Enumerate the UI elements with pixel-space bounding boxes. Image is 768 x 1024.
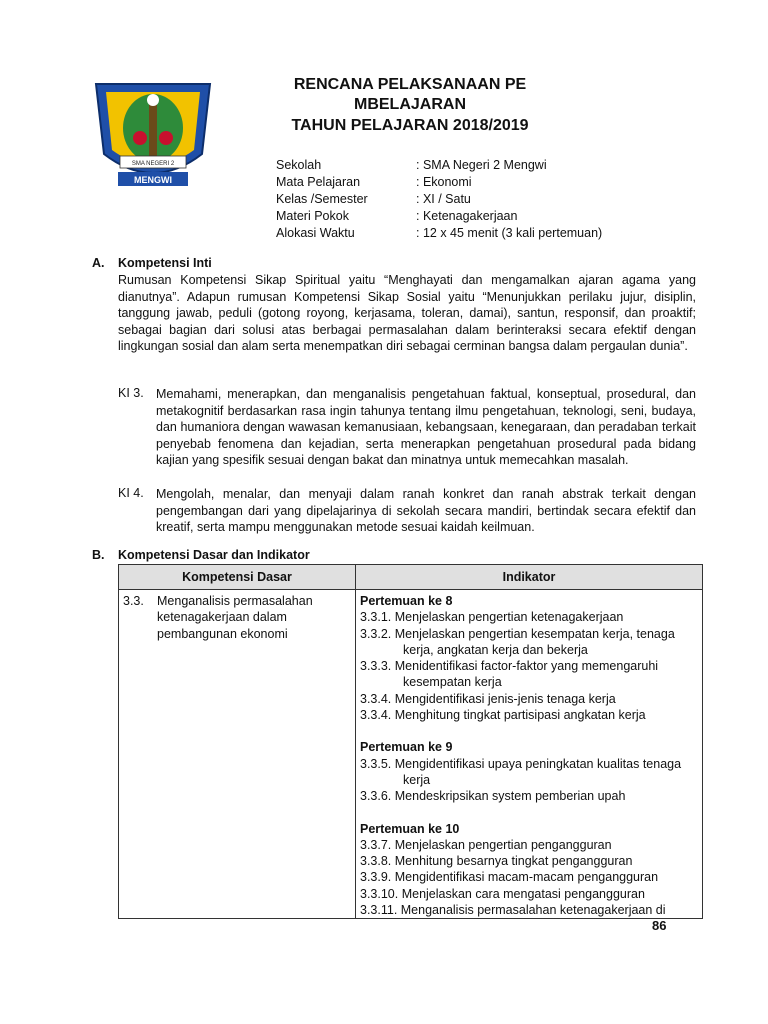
meeting-10-heading: Pertemuan ke 10 [360,821,460,836]
indicator-item: kesempatan kerja [403,675,502,690]
info-row-time [276,225,696,242]
info-value: : XI / Satu [416,192,471,206]
info-row-class [276,191,696,208]
column-header-kd: Kompetensi Dasar [119,565,356,590]
info-value: : SMA Negeri 2 Mengwi [416,158,547,172]
info-label: Sekolah [276,158,322,172]
ki3-number: KI 3. [118,386,144,400]
svg-text:MENGWI: MENGWI [134,175,172,185]
indicator-item: kerja [403,772,431,787]
identity-block [276,157,696,242]
indicator-item: 3.3.5. Mengidentifikasi upaya peningkatan kualitas tenaga [360,756,682,771]
info-row-subject [276,174,696,191]
core-competence-intro: Rumusan Kompetensi Sikap Spiritual yaitu “Menghayati dan mengamalkan ajaran agama yang dianutnya”. Adapun rumusan Kompetensi Sikap Sosial yaitu “Menunjukkan perilaku jujur, disiplin, tanggung jawab, peduli (gotong royong, kerjasama, toleran, damai), santun, responsif, dan proaktif; sebagai bagian dari solusi atas berbagai permasalahan dalam berinteraksi secara efektif dengan lingkungan sosial dan alam serta menempatkan diri sebagai cerminan bangsa dalam pergaulan dunia”. [118,273,696,353]
indicator-item: 3.3.1. Menjelaskan pengertian ketenagakerjaan [360,610,624,625]
title-line-1: RENCANA PELAKSANAAN PE [293,76,527,93]
section-b-title: Kompetensi Dasar dan Indikator [118,548,310,562]
info-label: Alokasi Waktu [276,226,355,240]
ki4-number: KI 4. [118,486,144,500]
indicator-item: 3.3.4. Menghitung tingkat partisipasi angkatan kerja [360,708,646,723]
indicator-item: 3.3.3. Menidentifikasi factor-faktor yang memengaruhi [360,659,659,674]
meeting-9-heading: Pertemuan ke 9 [360,740,453,755]
svg-text:SMA NEGERI 2: SMA NEGERI 2 [131,161,175,167]
info-value: : 12 x 45 menit (3 kali pertemuan) [416,226,603,240]
info-value: : Ekonomi [416,175,472,189]
indicator-item: 3.3.8. Menhitung besarnya tingkat pengangguran [360,854,633,869]
info-row-topic [276,208,696,225]
indicator-item: 3.3.10. Menjelaskan cara mengatasi pengangguran [360,886,645,901]
section-b-letter: B. [92,548,105,562]
section-a-letter: A. [92,256,105,270]
indicator-item: 3.3.4. Mengidentifikasi jenis-jenis tenaga kerja [360,691,616,706]
info-value: : Ketenagakerjaan [416,209,518,223]
kd-text-line: Menganalisis permasalahan [157,594,313,608]
page-number: 86 [652,918,667,933]
section-a-title: Kompetensi Inti [118,256,212,270]
info-label: Kelas /Semester [276,192,368,206]
indicator-item: 3.3.7. Menjelaskan pengertian pengangguran [360,837,612,852]
title-line-2: MBELAJARAN [354,96,466,113]
kd-text-line: ketenagakerjaan dalam [157,610,287,625]
kd-cell [119,590,356,919]
indicator-cell [356,590,703,919]
indicator-item: 3.3.2. Menjelaskan pengertian kesempatan kerja, tenaga [360,626,675,641]
indicator-item: 3.3.6. Mendeskripsikan system pemberian upah [360,789,626,804]
info-row-school [276,157,696,174]
indicator-item: 3.3.9. Mengidentifikasi macam-macam pengangguran [360,870,659,885]
ki3-text: Memahami, menerapkan, dan menganalisis pengetahuan faktual, konseptual, prosedural, dan metakognitif berdasarkan rasa ingin tahunya tentang ilmu pengetahuan, teknologi, seni, budaya, dan humaniora dengan wawasan kemanusiaan, kebangsaan, kenegaraan, dan peradaban terkait penyebab fenomena dan kejadian, serta menerapkan pengetahuan prosedural pada bidang kajian yang spesifik sesuai dengan bakat dan minatnya untuk memecahkan masalah. [156,387,696,467]
column-header-indikator: Indikator [356,565,703,590]
kd-number: 3.3. [123,594,144,608]
kd-text-line: pembangunan ekonomi [157,626,288,641]
meeting-8-heading: Pertemuan ke 8 [360,594,453,608]
info-label: Materi Pokok [276,209,349,223]
title-line-3: TAHUN PELAJARAN 2018/2019 [291,117,529,134]
indicator-item: kerja, angkatan kerja dan bekerja [403,642,588,657]
school-logo-icon [92,80,214,188]
ki4-text: Mengolah, menalar, dan menyaji dalam ranah konkret dan ranah abstrak terkait dengan pengembangan dari yang dipelajarinya di sekolah secara mandiri, bertindak secara efektif dan kreatif, serta mampu menggunakan metode sesuai kaidah keilmuan. [156,487,696,534]
indicator-item: 3.3.11. Menganalisis permasalahan ketenagakerjaan di [360,903,666,918]
info-label: Mata Pelajaran [276,175,361,189]
competence-table [118,564,703,919]
